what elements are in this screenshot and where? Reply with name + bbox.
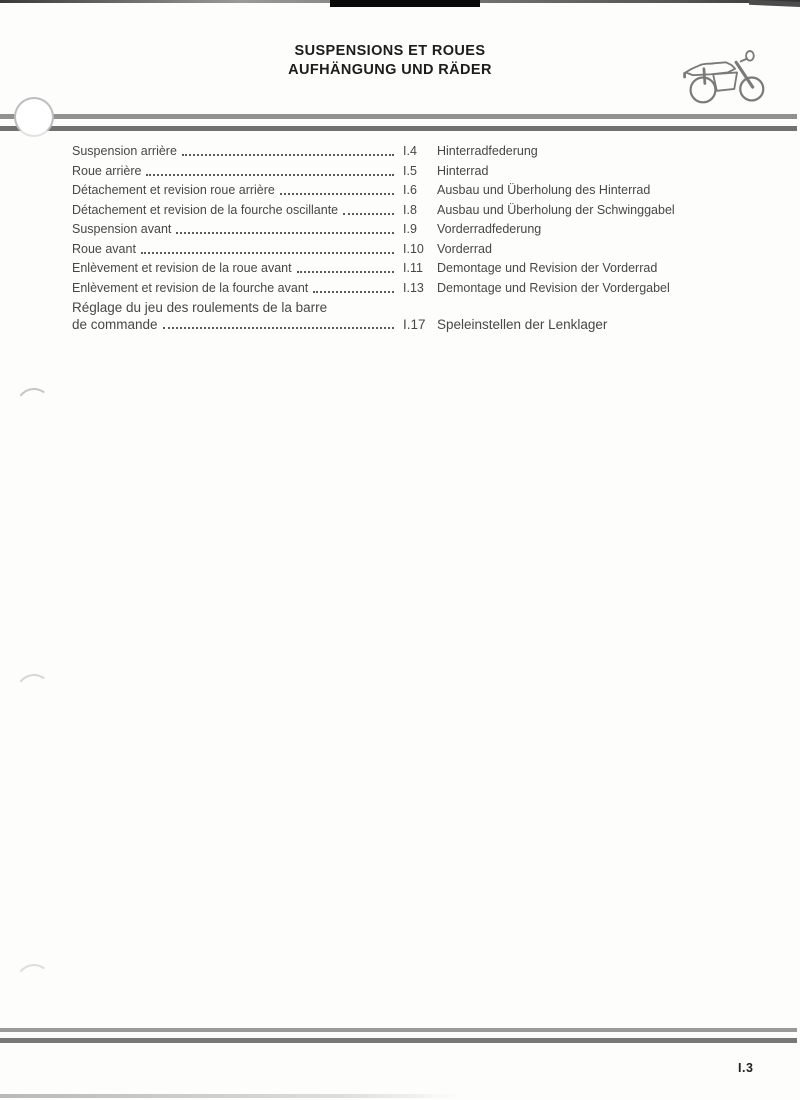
toc-entry-german: Ausbau und Überholung der Schwinggabel xyxy=(437,202,675,217)
hole-punch-arc xyxy=(14,386,55,427)
toc-row xyxy=(72,203,732,218)
bottom-double-rule-lower xyxy=(0,1038,797,1043)
toc-entry-page-ref: I.8 xyxy=(403,202,417,217)
toc-entry-german: Ausbau und Überholung des Hinterrad xyxy=(437,183,651,197)
dot-leader xyxy=(313,291,394,293)
dot-leader xyxy=(297,271,394,273)
toc-entry-french: Détachement et revision de la fourche oscillante xyxy=(72,202,339,217)
top-right-scan-mark xyxy=(749,0,800,7)
toc-entry-page-ref: I.5 xyxy=(403,163,417,178)
toc-entry-french-block xyxy=(72,281,397,296)
toc-entry-page-ref: I.11 xyxy=(403,261,423,275)
toc-entry-page-ref: I.13 xyxy=(403,280,424,295)
toc-row xyxy=(72,144,732,159)
toc-entry-german: Vorderrad xyxy=(437,241,492,256)
toc-entry-page-ref: I.6 xyxy=(403,183,417,197)
toc-entry-french: Suspension avant xyxy=(72,222,172,236)
dot-leader xyxy=(163,327,394,329)
toc-entry-french-block xyxy=(72,261,397,276)
toc-entry-german: Hinterrad xyxy=(437,163,489,178)
toc-entry-german: Demontage und Revision der Vorderrad xyxy=(437,261,658,275)
section-title-french: SUSPENSIONS ET ROUES xyxy=(294,43,486,59)
motorcycle-icon xyxy=(680,48,772,106)
toc-row xyxy=(72,222,732,237)
toc-entry-french-block xyxy=(72,203,397,218)
top-double-rule-lower xyxy=(0,126,797,131)
section-header xyxy=(0,42,780,80)
toc-entry-french: Détachement et revision roue arrière xyxy=(72,183,275,197)
toc-row xyxy=(72,183,732,198)
toc-entry-french: Roue arrière xyxy=(72,163,142,178)
dot-leader xyxy=(182,154,394,156)
toc-entry-french: de commande xyxy=(72,316,158,332)
toc-list xyxy=(72,144,732,337)
page-number: I.3 xyxy=(738,1061,754,1075)
toc-entry-german: Demontage und Revision der Vordergabel xyxy=(437,280,670,295)
toc-entry-french-block xyxy=(72,183,397,198)
toc-entry-page-ref: I.10 xyxy=(403,241,424,256)
toc-entry-french-block xyxy=(72,164,397,179)
dot-leader xyxy=(176,232,394,234)
toc-entry-german: Vorderradfederung xyxy=(437,222,542,236)
toc-entry-french: Roue avant xyxy=(72,241,136,256)
top-double-rule-upper xyxy=(0,114,797,119)
toc-row xyxy=(72,164,732,179)
dot-leader xyxy=(141,252,394,254)
toc-entry-french-block xyxy=(72,300,397,332)
dot-leader xyxy=(280,193,394,195)
toc-entry-page-ref: I.9 xyxy=(403,222,417,236)
toc-entry-page-ref: I.4 xyxy=(403,144,417,158)
bottom-scan-smudge xyxy=(0,1094,460,1098)
toc-entry-french-block xyxy=(72,144,397,159)
toc-entry-french-block xyxy=(72,222,397,237)
toc-entry-french-block xyxy=(72,242,397,257)
toc-row xyxy=(72,300,732,332)
hole-punch-arc xyxy=(14,962,55,1003)
toc-row xyxy=(72,242,732,257)
toc-entry-french: Suspension arrière xyxy=(72,144,177,158)
toc-row xyxy=(72,261,732,276)
dot-leader xyxy=(146,174,394,176)
toc-row xyxy=(72,281,732,296)
toc-entry-page-ref: I.17 xyxy=(403,316,426,332)
toc-entry-french: Enlèvement et revision de la fourche avant xyxy=(72,280,309,295)
toc-entry-german: Hinterradfederung xyxy=(437,144,538,158)
hole-punch xyxy=(14,97,54,137)
top-binding-mark xyxy=(330,0,480,7)
toc-entry-french: Enlèvement et revision de la roue avant xyxy=(72,261,292,275)
toc-entry-french-line1: Réglage du jeu des roulements de la barre xyxy=(72,300,328,315)
toc-entry-german: Speleinstellen der Lenklager xyxy=(437,316,608,332)
section-title-german: AUFHÄNGUNG UND RÄDER xyxy=(288,62,492,78)
dot-leader xyxy=(343,213,394,215)
bottom-double-rule-upper xyxy=(0,1028,797,1032)
hole-punch-arc xyxy=(14,672,55,713)
